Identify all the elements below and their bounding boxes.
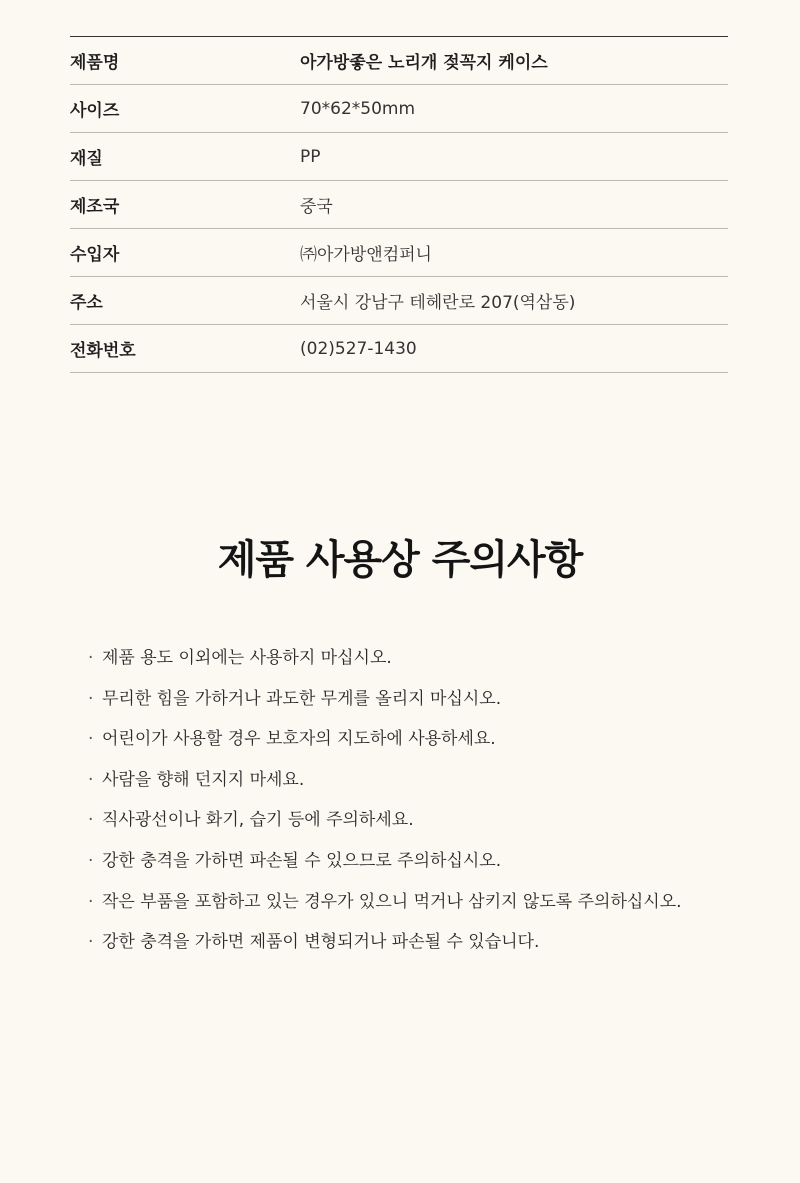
spec-label: 제품명	[70, 53, 120, 73]
caution-item	[88, 846, 748, 887]
spec-label: 수입자	[70, 245, 120, 265]
spec-value: PP	[300, 146, 321, 167]
bullet: ·	[88, 891, 94, 912]
caution-text: 직사광선이나 화기, 습기 등에 주의하세요.	[102, 810, 414, 831]
spec-value: 아가방좋은 노리개 젖꼭지 케이스	[300, 53, 548, 73]
caution-text: 어린이가 사용할 경우 보호자의 지도하에 사용하세요.	[102, 729, 496, 750]
spec-row-phone	[70, 325, 728, 373]
spec-row-address	[70, 277, 728, 325]
caution-list	[88, 643, 748, 968]
spec-label: 전화번호	[70, 341, 136, 361]
spec-row-size	[70, 85, 728, 133]
bullet: ·	[88, 729, 94, 750]
bullet: ·	[88, 648, 94, 668]
spec-label: 사이즈	[70, 101, 120, 121]
caution-text: 작은 부품을 포함하고 있는 경우가 있으니 먹거나 삼키지 않도록 주의하십시오.	[102, 891, 682, 912]
spec-row-importer	[70, 229, 728, 277]
caution-item	[88, 927, 748, 968]
spec-row-country	[70, 181, 728, 229]
spec-label: 제조국	[70, 197, 120, 217]
product-spec-table	[70, 36, 728, 373]
spec-value: 서울시 강남구 테헤란로 207(역삼동)	[300, 293, 576, 313]
spec-label: 주소	[70, 293, 103, 313]
bullet: ·	[88, 850, 94, 871]
spec-value: 중국	[300, 197, 333, 217]
caution-text: 강한 충격을 가하면 제품이 변형되거나 파손될 수 있습니다.	[102, 932, 540, 953]
spec-value: 70*62*50mm	[300, 98, 416, 119]
spec-value: (02)527-1430	[300, 338, 417, 359]
spec-label: 재질	[70, 149, 103, 169]
spec-row-product-name	[70, 37, 728, 85]
caution-item	[88, 643, 748, 684]
bullet: ·	[88, 810, 94, 831]
bullet: ·	[88, 769, 94, 790]
caution-item	[88, 724, 748, 765]
caution-title: 제품 사용상 주의사항	[217, 537, 583, 583]
spec-row-material	[70, 133, 728, 181]
caution-item	[88, 765, 748, 806]
caution-item	[88, 805, 748, 846]
caution-text: 강한 충격을 가하면 파손될 수 있으므로 주의하십시오.	[102, 850, 502, 871]
caution-text: 제품 용도 이외에는 사용하지 마십시오.	[102, 648, 392, 668]
bullet: ·	[88, 688, 94, 709]
caution-text: 무리한 힘을 가하거나 과도한 무게를 올리지 마십시오.	[102, 688, 502, 709]
caution-item	[88, 887, 748, 928]
spec-value: ㈜아가방앤컴퍼니	[300, 245, 432, 265]
caution-item	[88, 684, 748, 725]
caution-text: 사람을 향해 던지지 마세요.	[102, 769, 305, 790]
bullet: ·	[88, 932, 94, 953]
